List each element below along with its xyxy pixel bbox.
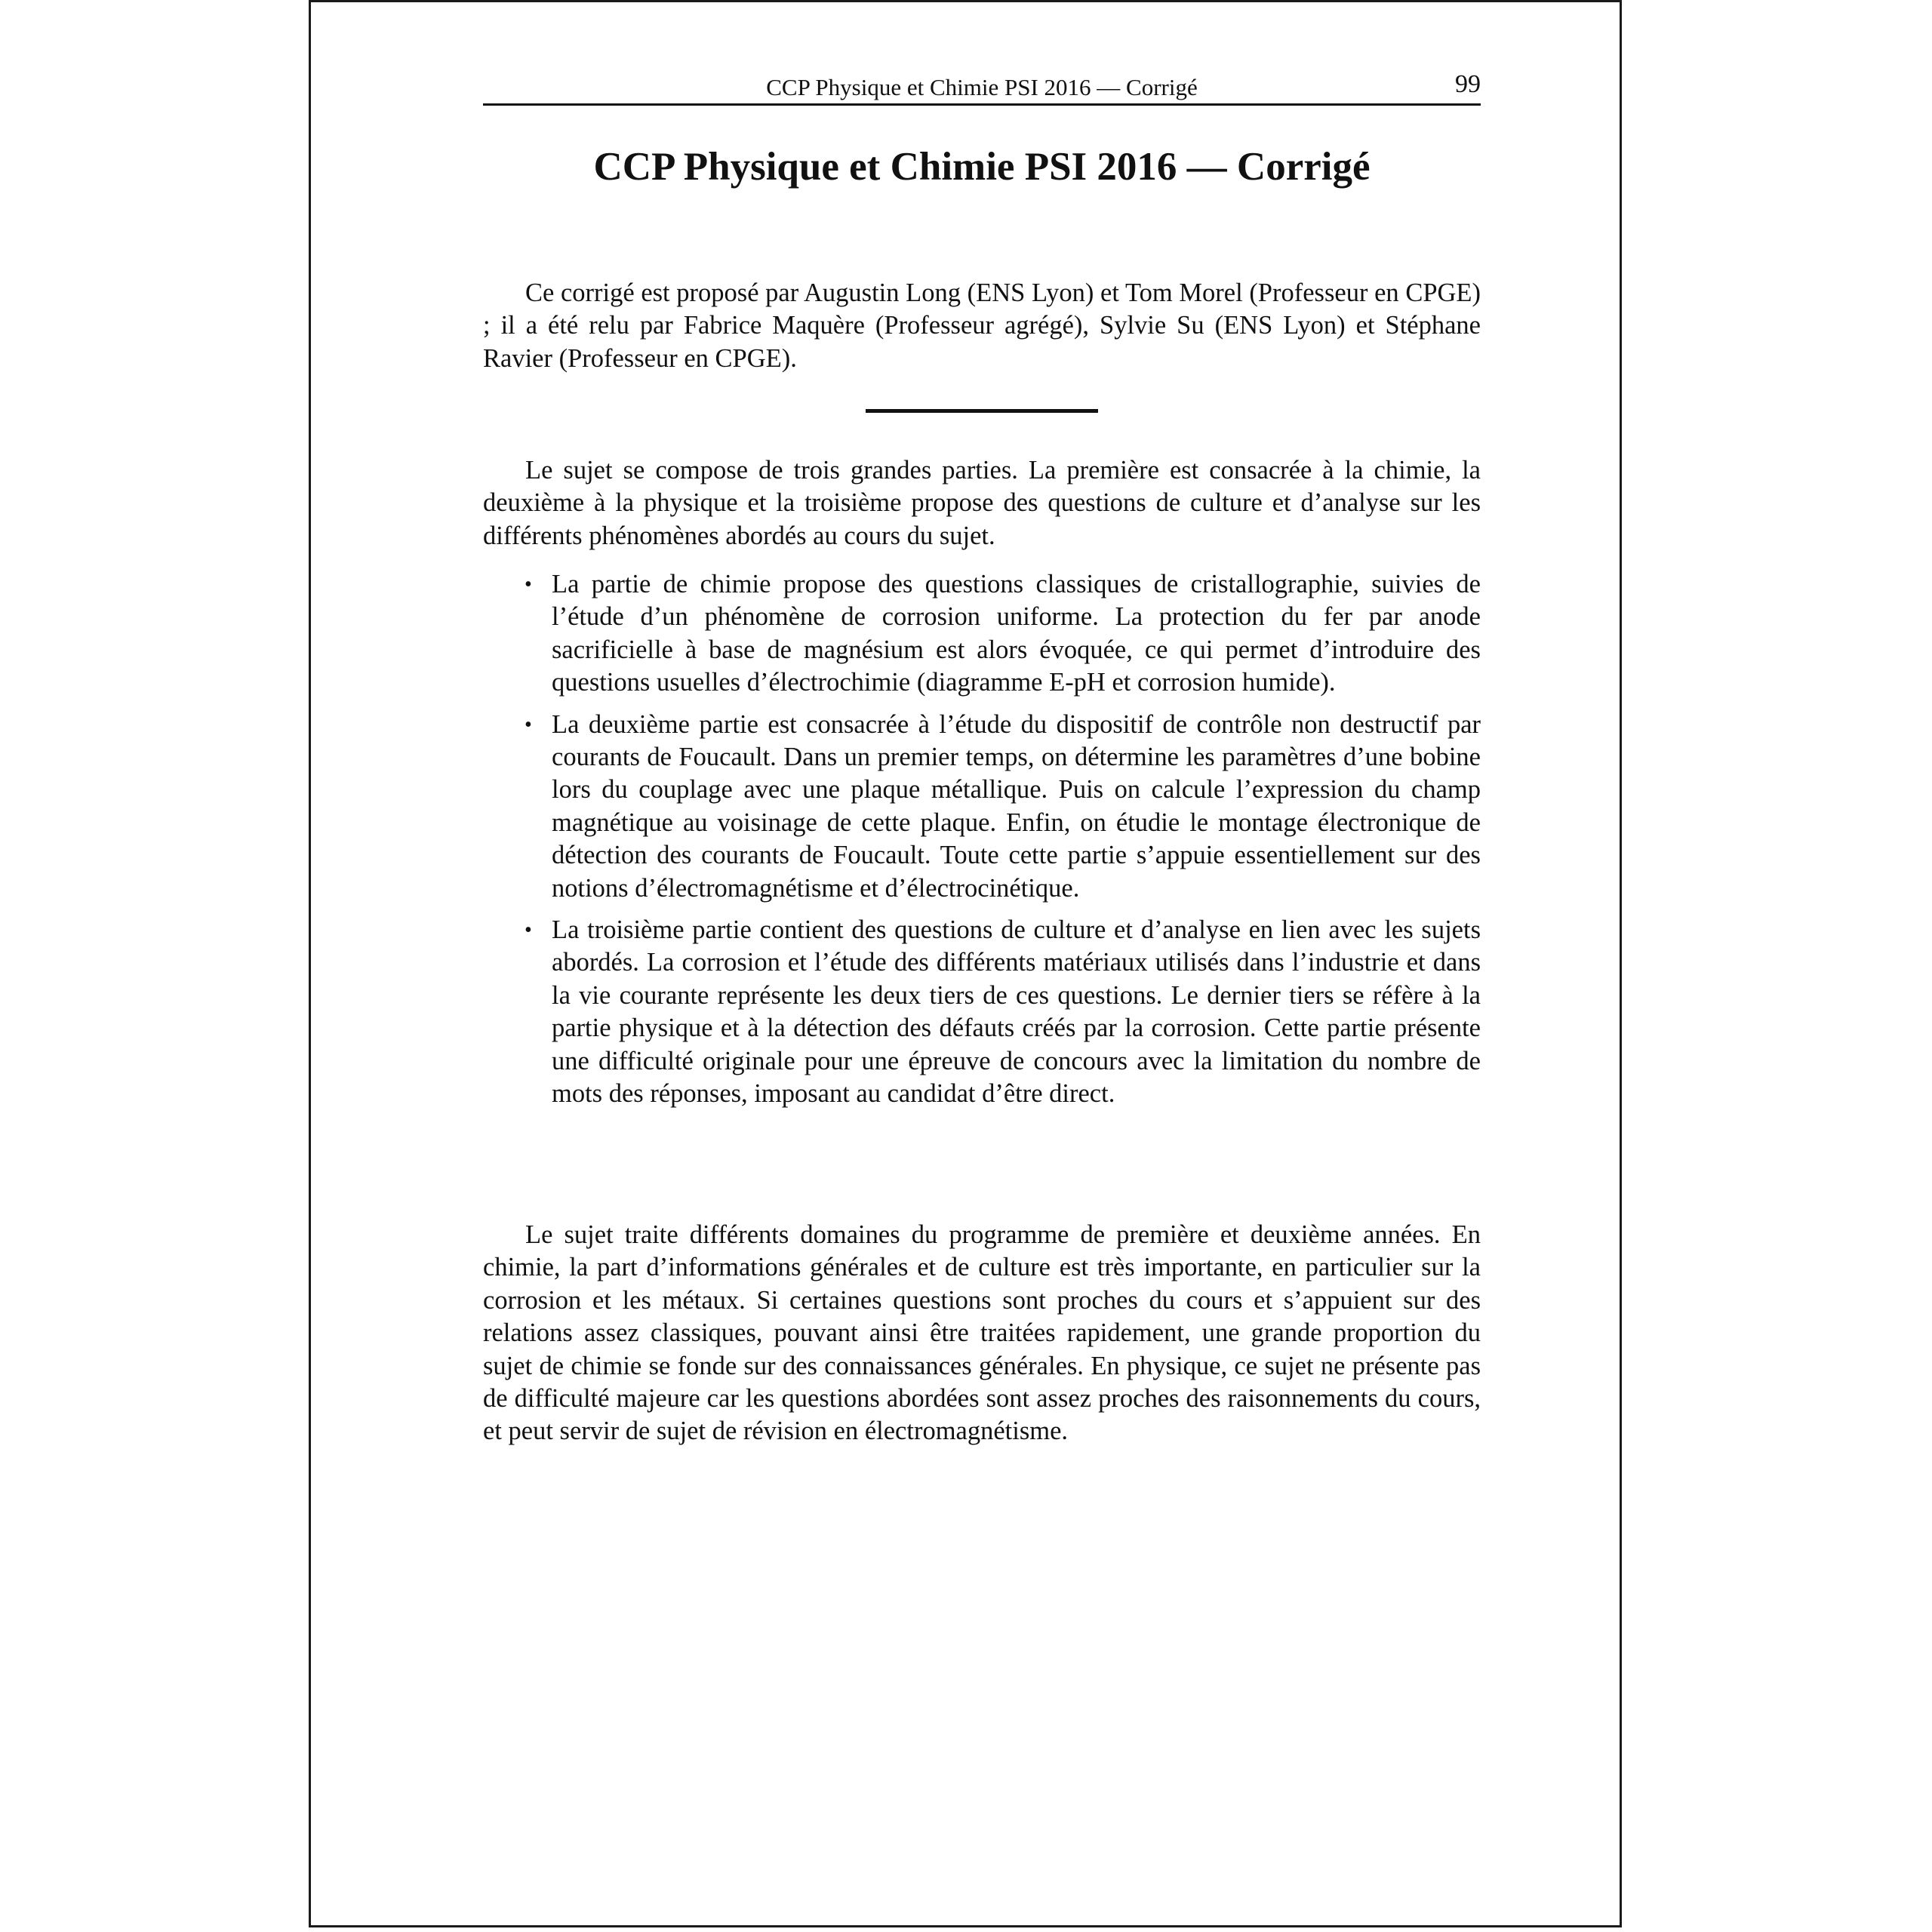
parts-list bbox=[483, 568, 1481, 1120]
running-title: CCP Physique et Chimie PSI 2016 — Corrigé bbox=[766, 74, 1198, 100]
list-item-culture bbox=[483, 914, 1481, 1110]
intro-paragraph: Le sujet se compose de trois grandes parties. La première est consacrée à la chimie, la deuxième à la physique et la troisième propose des questions de culture et d’analyse sur les différents phénomènes abordés au cours du sujet. bbox=[483, 456, 1481, 550]
credits-paragraph: Ce corrigé est proposé par Augustin Long (ENS Lyon) et Tom Morel (Professeur en CPGE) ; il a été relu par Fabrice Maquère (Professeur agrégé), Sylvie Su (ENS Lyon) et Stéphane Ravier (Professeur en CPGE). bbox=[483, 278, 1481, 373]
bullet-icon: • bbox=[525, 918, 532, 943]
list-item-text: La partie de chimie propose des questions classiques de cristallographie, suivies de l’étude d’un phénomène de corrosion uniforme. La protection du fer par anode sacrificielle à base de magnésium est alors évoquée, ce qui permet d’introduire des questions usuelles d’électrochimie (diagramme E-pH et corrosion humide). bbox=[552, 570, 1481, 697]
list-item-physics bbox=[483, 709, 1481, 905]
list-item-chemistry bbox=[483, 568, 1481, 700]
section-separator bbox=[866, 409, 1098, 413]
page-title: CCP Physique et Chimie PSI 2016 — Corrigé bbox=[593, 145, 1371, 189]
running-header bbox=[483, 69, 1481, 106]
bullet-icon: • bbox=[525, 573, 532, 596]
conclusion-paragraph: Le sujet traite différents domaines du programme de première et deuxième années. En chimie, la part d’informations générales et de culture est très importante, en particulier sur la corrosion et les métaux. Si certaines questions sont proches du cours et s’appuient sur des relations assez classiques, pouvant ainsi être traitées rapidement, une grande proportion du sujet de chimie se fonde sur des connaissances générales. En physique, ce sujet ne présente pas de difficulté majeure car les questions abordées sont assez proches des raisonnements du cours, et peut servir de sujet de révision en électromagnétisme. bbox=[483, 1220, 1481, 1446]
page-number: 99 bbox=[1455, 70, 1481, 98]
list-item-text: La deuxième partie est consacrée à l’étude du dispositif de contrôle non destructif par courants de Foucault. Dans un premier temps, on détermine les paramètres d’une bobine lors du couplage avec une plaque métallique. Puis on calcule l’expression du champ magnétique au voisinage de cette plaque. Enfin, on étudie le montage électronique de détection des courants de Foucault. Toute cette partie s’appuie essentiellement sur des notions d’électromagnétisme et d’électrocinétique. bbox=[552, 709, 1481, 903]
bullet-icon: • bbox=[525, 712, 532, 737]
list-item-text: La troisième partie contient des questions de culture et d’analyse en lien avec les sujets abordés. La corrosion et l’étude des différents matériaux utilisés dans l’industrie et dans la vie courante représente les deux tiers de ces questions. Le dernier tiers se réfère à la partie physique et à la détection des défauts créés par la corrosion. Cette partie présente une difficulté originale pour une épreuve de concours avec la limitation du nombre de mots des réponses, imposant au candidat d’être direct. bbox=[552, 915, 1481, 1109]
